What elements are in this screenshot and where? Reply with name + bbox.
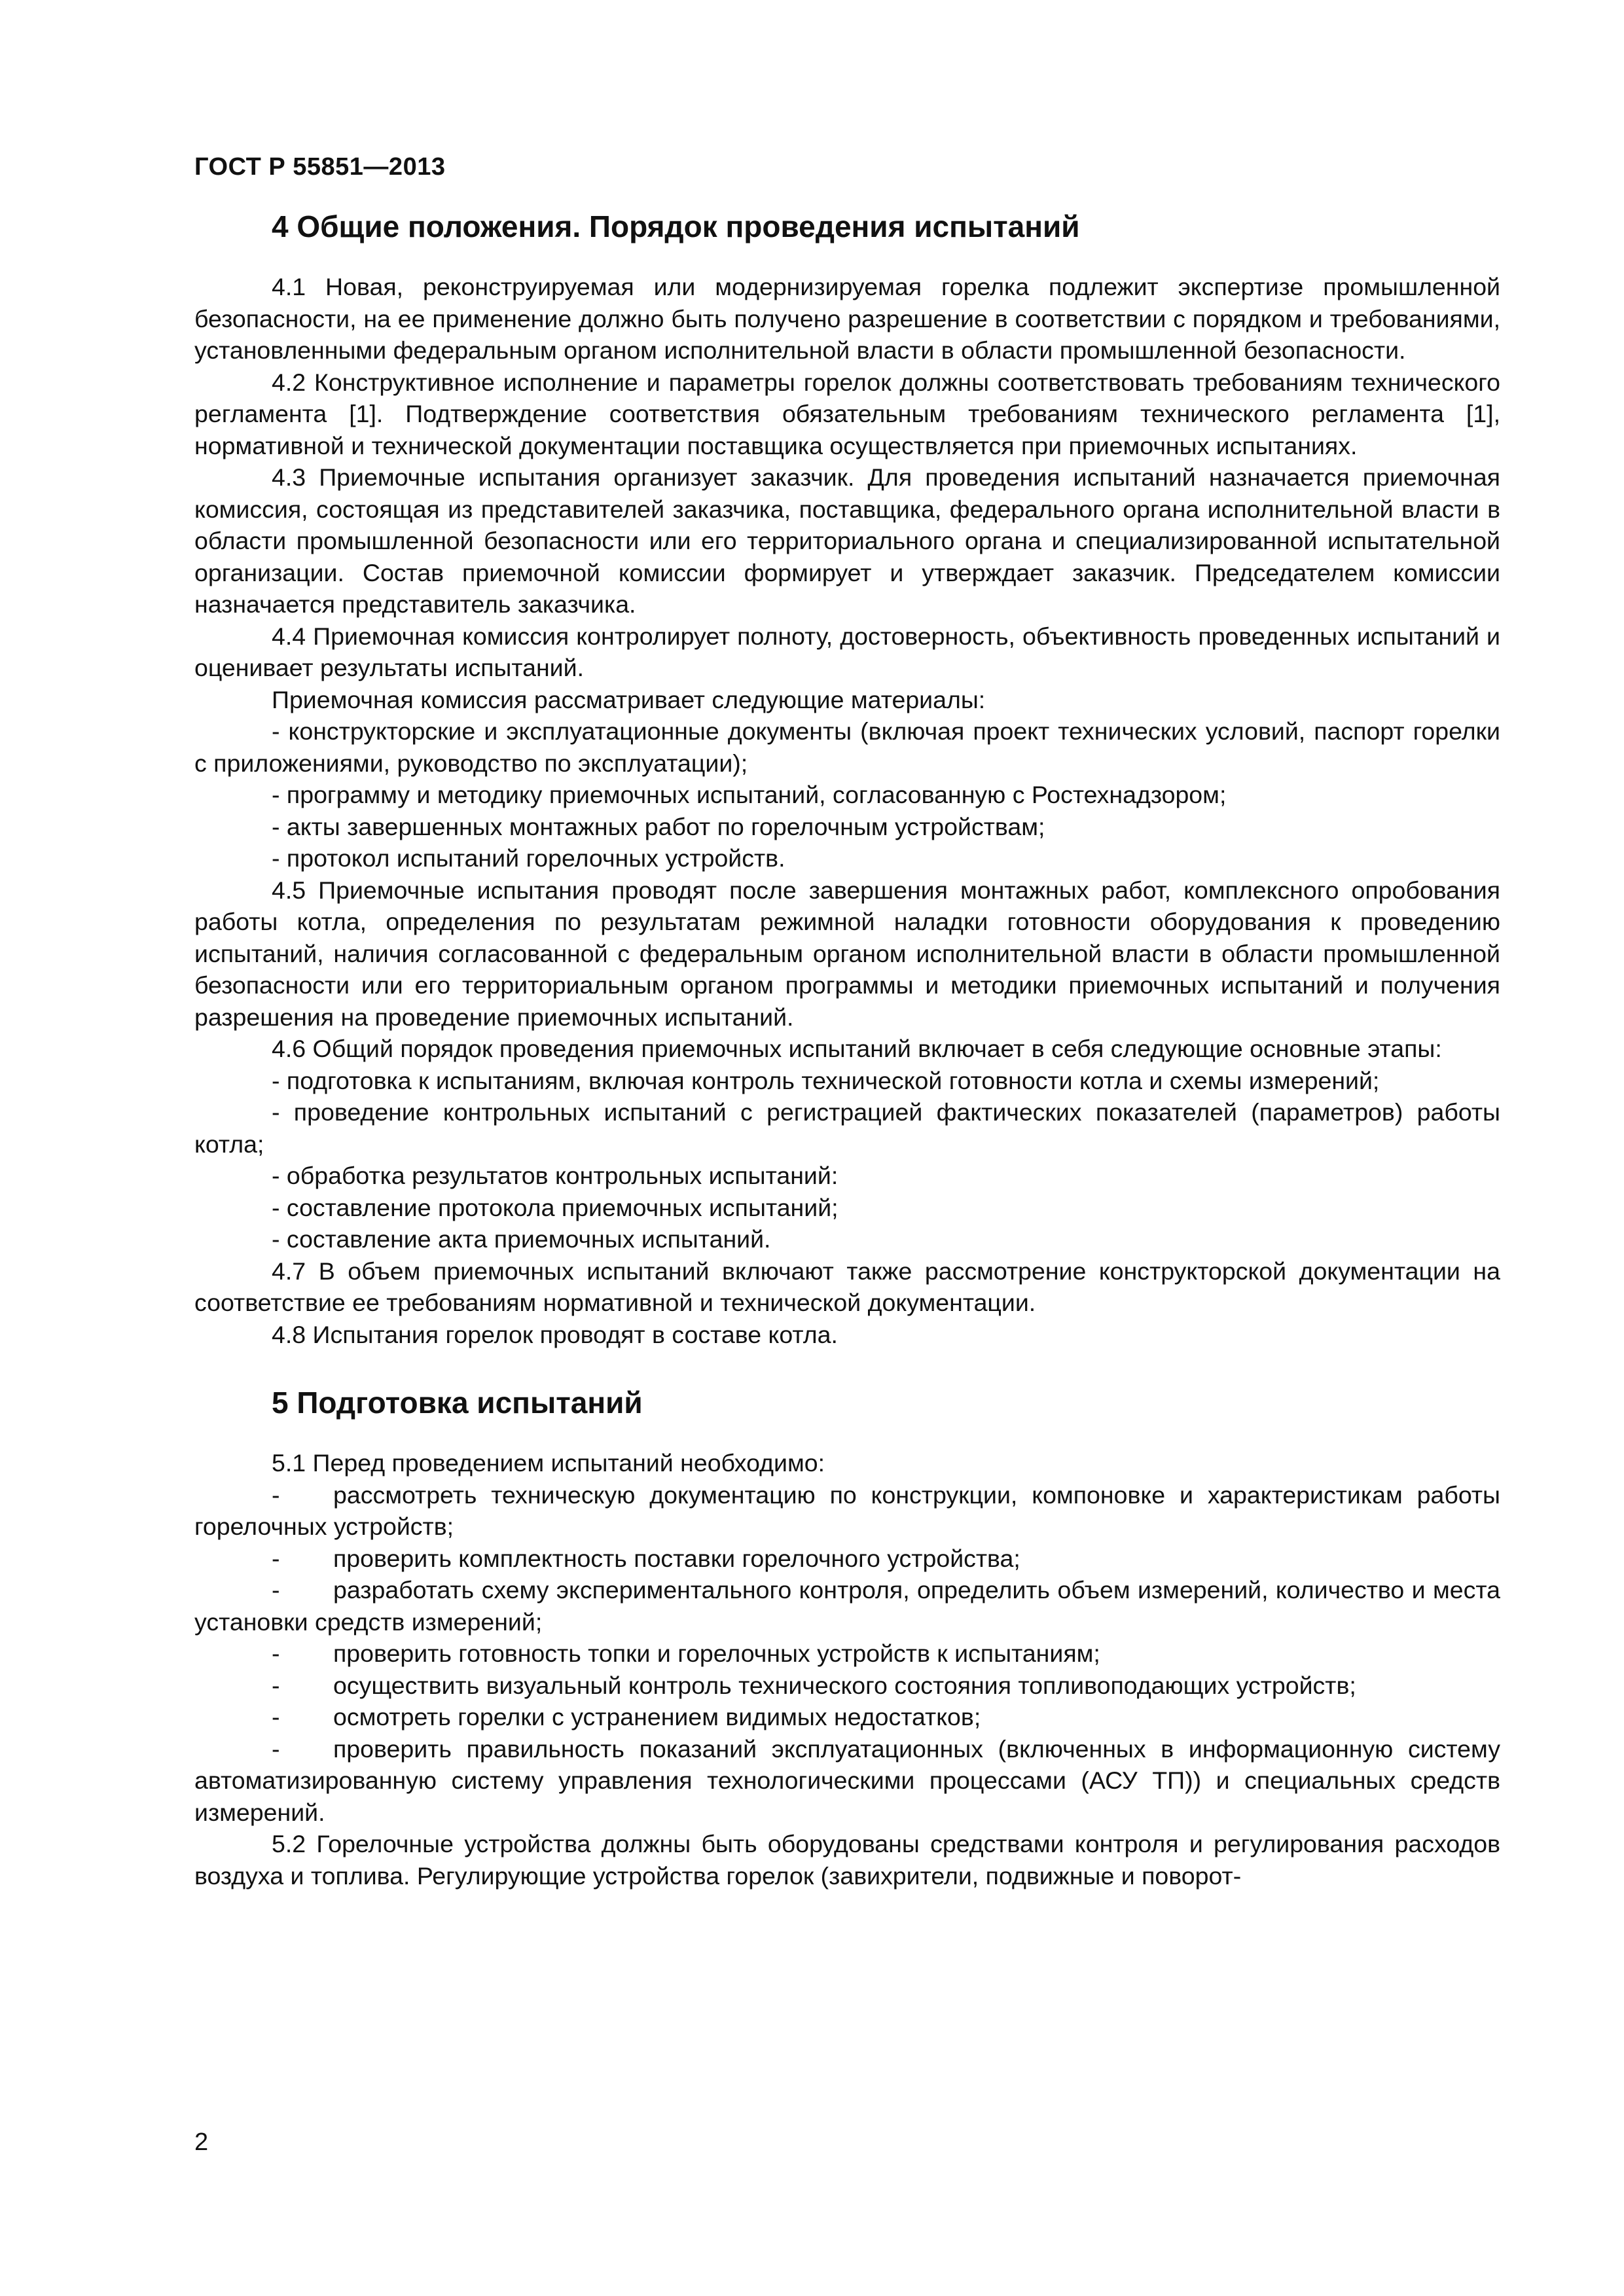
list-item-text: рассмотреть техническую документацию по конструкции, компоновке и характеристикам работы горелочных устройств; xyxy=(194,1480,1500,1540)
list-dash: - xyxy=(272,1734,280,1763)
list-dash: - xyxy=(272,1480,280,1509)
paragraph-4-6: 4.6 Общий порядок проведения приемочных испытаний включает в себя следующие основные этапы: xyxy=(272,1035,1442,1062)
list-dash: - xyxy=(272,1544,280,1572)
list-item-4-6-4: - составление протокола приемочных испытаний; xyxy=(272,1193,839,1221)
list-item-4-4-1: - конструкторские и эксплуатационные документы (включая проект технических условий, паспорт горелки с приложениями, руководство по эксплуатации); xyxy=(194,717,1500,777)
list-item-5-1-6 xyxy=(194,1701,1500,1733)
paragraph-4-4-intro: Приемочная комиссия рассматривает следующие материалы: xyxy=(272,685,986,713)
list-item-4-4-2: - программу и методику приемочных испытаний, согласованную с Ростехнадзором; xyxy=(272,781,1227,808)
paragraph-4-4: 4.4 Приемочная комиссия контролирует полноту, достоверность, объективность проведенных испытаний и оценивает результаты испытаний. xyxy=(194,622,1500,681)
list-item-4-6-2: - проведение контрольных испытаний с регистрацией фактических показателей (параметров) работы котла; xyxy=(194,1098,1500,1158)
list-item-5-1-5 xyxy=(194,1670,1500,1702)
paragraph-4-5: 4.5 Приемочные испытания проводят после завершения монтажных работ, комплексного опробования работы котла, определения по результатам режимной наладки готовности оборудования к проведению испытаний, наличия согласованной с федеральным органом исполнительной власти в области промышленной безопасности или его территориальным органом программы и методики приемочных испытаний и получения разрешения на проведение приемочных испытаний. xyxy=(194,876,1500,1031)
paragraph-4-8: 4.8 Испытания горелок проводят в составе котла. xyxy=(272,1320,838,1348)
list-item-5-1-1 xyxy=(194,1479,1500,1543)
page-content xyxy=(194,208,1500,1892)
section-4-title: 4 Общие положения. Порядок проведения испытаний xyxy=(272,209,1080,243)
page-number: 2 xyxy=(194,2128,209,2156)
list-item-4-6-5: - составление акта приемочных испытаний. xyxy=(272,1225,771,1253)
list-item-4-6-1: - подготовка к испытаниям, включая контроль технической готовности котла и схемы измерений; xyxy=(272,1066,1380,1094)
list-item-4-4-3: - акты завершенных монтажных работ по горелочным устройствам; xyxy=(272,812,1045,840)
list-dash: - xyxy=(272,1703,280,1731)
document-code-header: ГОСТ Р 55851—2013 xyxy=(194,153,446,181)
list-item-5-1-4 xyxy=(194,1638,1500,1670)
list-dash: - xyxy=(272,1640,280,1667)
list-dash: - xyxy=(272,1671,280,1699)
list-item-text: проверить готовность топки и горелочных устройств к испытаниям; xyxy=(333,1640,1100,1667)
paragraph-4-3: 4.3 Приемочные испытания организует заказчик. Для проведения испытаний назначается приемочная комиссия, состоящая из представителей заказчика, поставщика, федерального органа исполнительной власти в области промышленной безопасности или его территориального органа и специализированной испытательной организации. Состав приемочной комиссии формирует и утверждает заказчик. Председателем комиссии назначается представитель заказчика. xyxy=(194,463,1500,618)
list-item-text: проверить правильность показаний эксплуатационных (включенных в информационную систему автоматизированную систему управления технологическими процессами (АСУ ТП)) и специальных средств измерений. xyxy=(194,1734,1500,1826)
list-item-text: проверить комплектность поставки горелочного устройства; xyxy=(333,1544,1020,1572)
list-item-5-1-2 xyxy=(194,1543,1500,1575)
paragraph-4-2: 4.2 Конструктивное исполнение и параметры горелок должны соответствовать требованиям технического регламента [1]. Подтверждение соответствия обязательным требованиям технического регламента [1], нормативной и технической документации поставщика осуществляется при приемочных испытаниях. xyxy=(194,368,1500,459)
list-item-text: осуществить визуальный контроль технического состояния топливоподающих устройств; xyxy=(333,1671,1356,1699)
list-item-4-6-3: - обработка результатов контрольных испытаний: xyxy=(272,1162,839,1189)
list-item-text: разработать схему экспериментального контроля, определить объем измерений, количество и места установки средств измерений; xyxy=(194,1576,1500,1636)
list-item-4-4-4: - протокол испытаний горелочных устройств. xyxy=(272,844,785,872)
list-dash: - xyxy=(272,1576,280,1604)
list-item-5-1-7 xyxy=(194,1733,1500,1829)
section-5-title: 5 Подготовка испытаний xyxy=(272,1386,643,1420)
paragraph-5-2: 5.2 Горелочные устройства должны быть оборудованы средствами контроля и регулирования расходов воздуха и топлива. Регулирующие устройства горелок (завихрители, подвижные и поворот- xyxy=(194,1830,1500,1890)
paragraph-4-7: 4.7 В объем приемочных испытаний включают также рассмотрение конструкторской документации на соответствие ее требованиям нормативной и технической документации. xyxy=(194,1257,1500,1316)
paragraph-5-1: 5.1 Перед проведением испытаний необходимо: xyxy=(272,1449,825,1477)
list-item-text: осмотреть горелки с устранением видимых недостатков; xyxy=(333,1703,981,1731)
list-item-5-1-3 xyxy=(194,1574,1500,1638)
paragraph-4-1: 4.1 Новая, реконструируемая или модернизируемая горелка подлежит экспертизе промышленной безопасности, на ее применение должно быть получено разрешение в соответствии с порядком и требованиями, установленными федеральным органом исполнительной власти в области промышленной безопасности. xyxy=(194,273,1500,364)
